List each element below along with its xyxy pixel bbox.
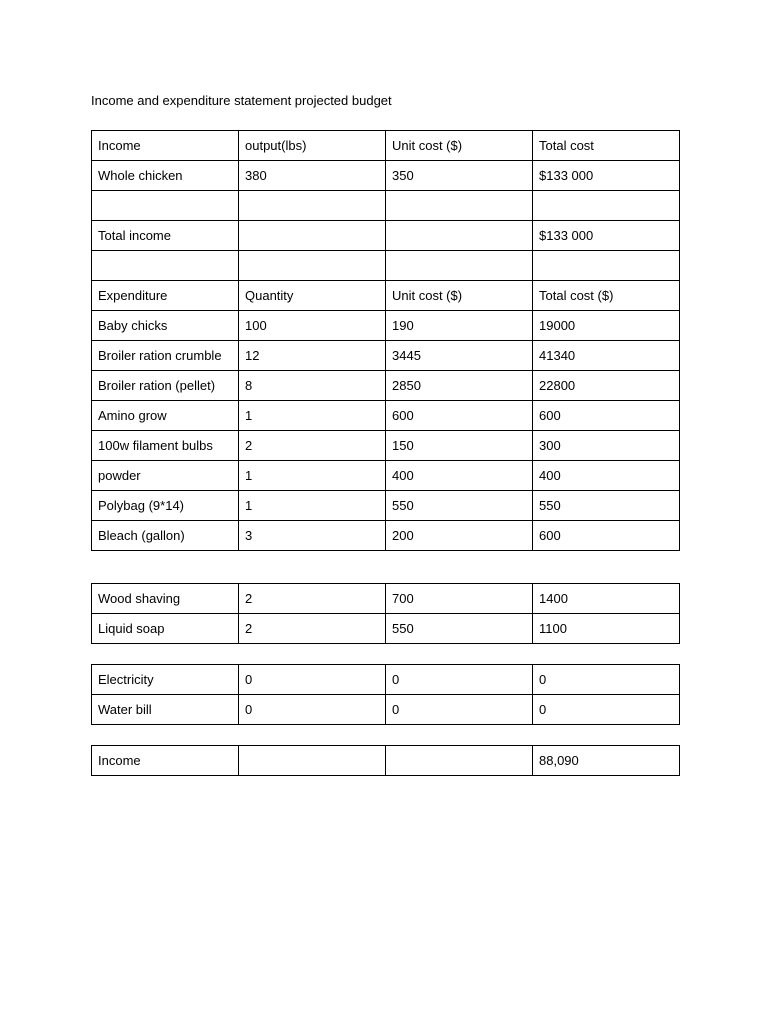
table-cell-item: Whole chicken <box>92 161 239 191</box>
table-cell-item <box>92 191 239 221</box>
table-row <box>92 371 680 401</box>
table-cell-unit-cost: 550 <box>386 614 533 644</box>
table-cell-total-cost: 600 <box>533 521 680 551</box>
table-cell-quantity: 2 <box>239 431 386 461</box>
table-cell-quantity: 3 <box>239 521 386 551</box>
table-cell-total-cost: Total cost ($) <box>533 281 680 311</box>
table-cell-quantity <box>239 746 386 776</box>
table-row <box>92 161 680 191</box>
table-cell-total-cost: 400 <box>533 461 680 491</box>
table-cell-total-cost: 0 <box>533 695 680 725</box>
table-cell-unit-cost: 600 <box>386 401 533 431</box>
table-cell-unit-cost <box>386 221 533 251</box>
table-cell-quantity <box>239 251 386 281</box>
table-cell-item: Water bill <box>92 695 239 725</box>
table-cell-unit-cost: 0 <box>386 695 533 725</box>
table-cell-quantity: 2 <box>239 584 386 614</box>
table-cell-quantity <box>239 221 386 251</box>
table-cell-total-cost: 600 <box>533 401 680 431</box>
income-expenditure-table <box>91 130 680 551</box>
table-row <box>92 614 680 644</box>
table-cell-item: Electricity <box>92 665 239 695</box>
table-cell-item: Bleach (gallon) <box>92 521 239 551</box>
table-cell-quantity: output(lbs) <box>239 131 386 161</box>
table-cell-item: powder <box>92 461 239 491</box>
table-cell-quantity: 1 <box>239 401 386 431</box>
table-cell-unit-cost: 400 <box>386 461 533 491</box>
table-cell-total-cost: 300 <box>533 431 680 461</box>
table-cell-quantity <box>239 191 386 221</box>
table-cell-total-cost: 22800 <box>533 371 680 401</box>
table-row <box>92 695 680 725</box>
table-cell-unit-cost: Unit cost ($) <box>386 281 533 311</box>
table-cell-unit-cost <box>386 746 533 776</box>
table-cell-item: Expenditure <box>92 281 239 311</box>
table-cell-quantity: 0 <box>239 695 386 725</box>
table-cell-item <box>92 251 239 281</box>
table-cell-item: Total income <box>92 221 239 251</box>
table-cell-total-cost: 41340 <box>533 341 680 371</box>
table-row <box>92 251 680 281</box>
table-cell-unit-cost: 3445 <box>386 341 533 371</box>
table-row <box>92 491 680 521</box>
table-row <box>92 461 680 491</box>
table-cell-unit-cost: 350 <box>386 161 533 191</box>
table-row <box>92 746 680 776</box>
table-cell-item: Baby chicks <box>92 311 239 341</box>
table-cell-quantity: 2 <box>239 614 386 644</box>
table-cell-quantity: 8 <box>239 371 386 401</box>
table-cell-quantity: 1 <box>239 461 386 491</box>
table-cell-total-cost <box>533 251 680 281</box>
table-cell-item: Polybag (9*14) <box>92 491 239 521</box>
table-cell-quantity: 12 <box>239 341 386 371</box>
table-cell-unit-cost: 0 <box>386 665 533 695</box>
table-cell-item: Income <box>92 131 239 161</box>
table-cell-item: Broiler ration (pellet) <box>92 371 239 401</box>
table-cell-total-cost: 0 <box>533 665 680 695</box>
table-cell-unit-cost <box>386 251 533 281</box>
table-row <box>92 401 680 431</box>
utilities-table <box>91 664 680 725</box>
table-cell-total-cost: 88,090 <box>533 746 680 776</box>
table-row <box>92 281 680 311</box>
table-cell-total-cost: 1100 <box>533 614 680 644</box>
table-row <box>92 221 680 251</box>
table-row <box>92 341 680 371</box>
table-cell-total-cost: $133 000 <box>533 161 680 191</box>
table-cell-total-cost: 19000 <box>533 311 680 341</box>
table-cell-unit-cost: 200 <box>386 521 533 551</box>
table-cell-quantity: 0 <box>239 665 386 695</box>
table-cell-item: Liquid soap <box>92 614 239 644</box>
table-cell-unit-cost: 190 <box>386 311 533 341</box>
table-cell-unit-cost: 2850 <box>386 371 533 401</box>
table-cell-item: Wood shaving <box>92 584 239 614</box>
table-row <box>92 584 680 614</box>
table-cell-item: Income <box>92 746 239 776</box>
table-cell-quantity: Quantity <box>239 281 386 311</box>
table-cell-item: Amino grow <box>92 401 239 431</box>
table-cell-quantity: 380 <box>239 161 386 191</box>
table-cell-total-cost: $133 000 <box>533 221 680 251</box>
table-cell-unit-cost: 150 <box>386 431 533 461</box>
table-cell-unit-cost: 550 <box>386 491 533 521</box>
table-cell-unit-cost: 700 <box>386 584 533 614</box>
table-cell-total-cost: 550 <box>533 491 680 521</box>
table-cell-unit-cost: Unit cost ($) <box>386 131 533 161</box>
table-row <box>92 431 680 461</box>
table-cell-unit-cost <box>386 191 533 221</box>
table-cell-item: 100w filament bulbs <box>92 431 239 461</box>
table-row <box>92 311 680 341</box>
table-row <box>92 665 680 695</box>
table-cell-total-cost: Total cost <box>533 131 680 161</box>
supplies-table <box>91 583 680 644</box>
table-cell-total-cost: 1400 <box>533 584 680 614</box>
net-income-table <box>91 745 680 776</box>
document-title: Income and expenditure statement projected budget <box>91 93 392 108</box>
table-cell-quantity: 100 <box>239 311 386 341</box>
table-row <box>92 131 680 161</box>
table-row <box>92 191 680 221</box>
table-cell-quantity: 1 <box>239 491 386 521</box>
table-cell-item: Broiler ration crumble <box>92 341 239 371</box>
table-row <box>92 521 680 551</box>
table-cell-total-cost <box>533 191 680 221</box>
